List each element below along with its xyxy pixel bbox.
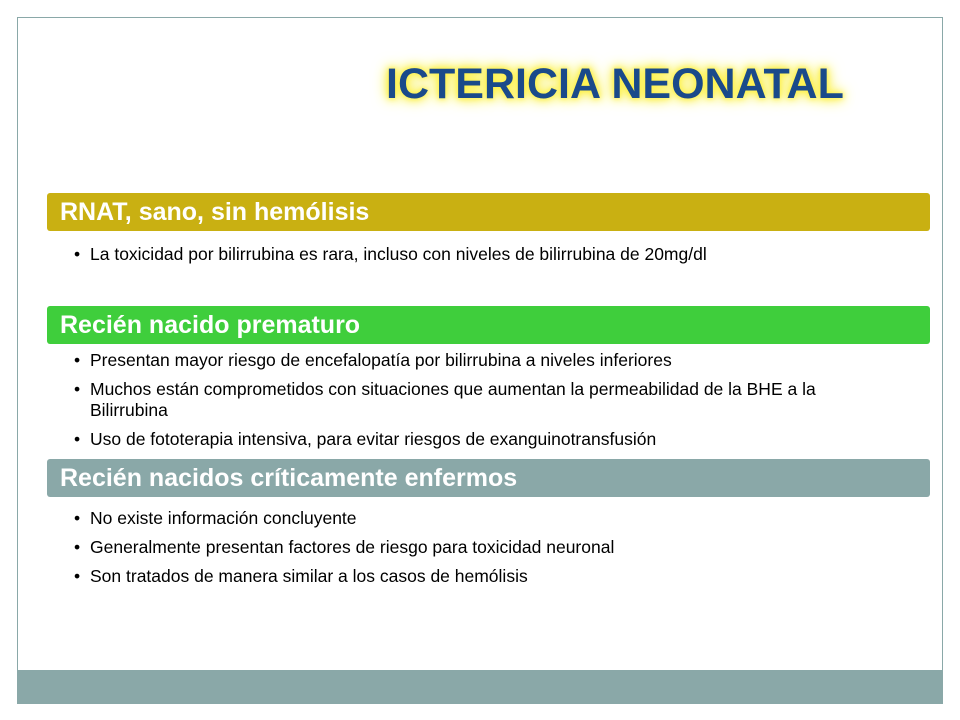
list-item: • Presentan mayor riesgo de encefalopatía por bilirrubina a niveles inferiores: [74, 350, 672, 370]
footer-band: [17, 670, 943, 704]
list-item: • Generalmente presentan factores de riesgo para toxicidad neuronal: [74, 537, 615, 557]
slide-title: ICTERICIA NEONATAL: [386, 60, 844, 108]
list-item: • No existe información concluyente: [74, 508, 357, 528]
section-header-criticos: Recién nacidos críticamente enfermos: [47, 459, 930, 497]
section-bullets-rnat: [72, 244, 842, 273]
section-bullets-prematuro: [72, 350, 842, 458]
section-bullets-criticos: [72, 508, 842, 595]
section-header-rnat: RNAT, sano, sin hemólisis: [47, 193, 930, 231]
list-item: • La toxicidad por bilirrubina es rara, incluso con niveles de bilirrubina de 20mg/dl: [74, 244, 707, 264]
list-item: • Uso de fototerapia intensiva, para evitar riesgos de exanguinotransfusión: [74, 429, 657, 449]
section-header-prematuro: Recién nacido prematuro: [47, 306, 930, 344]
list-item: • Muchos están comprometidos con situaciones que aumentan la permeabilidad de la BHE a la Bilirrubina: [74, 379, 816, 420]
list-item: • Son tratados de manera similar a los casos de hemólisis: [74, 566, 528, 586]
